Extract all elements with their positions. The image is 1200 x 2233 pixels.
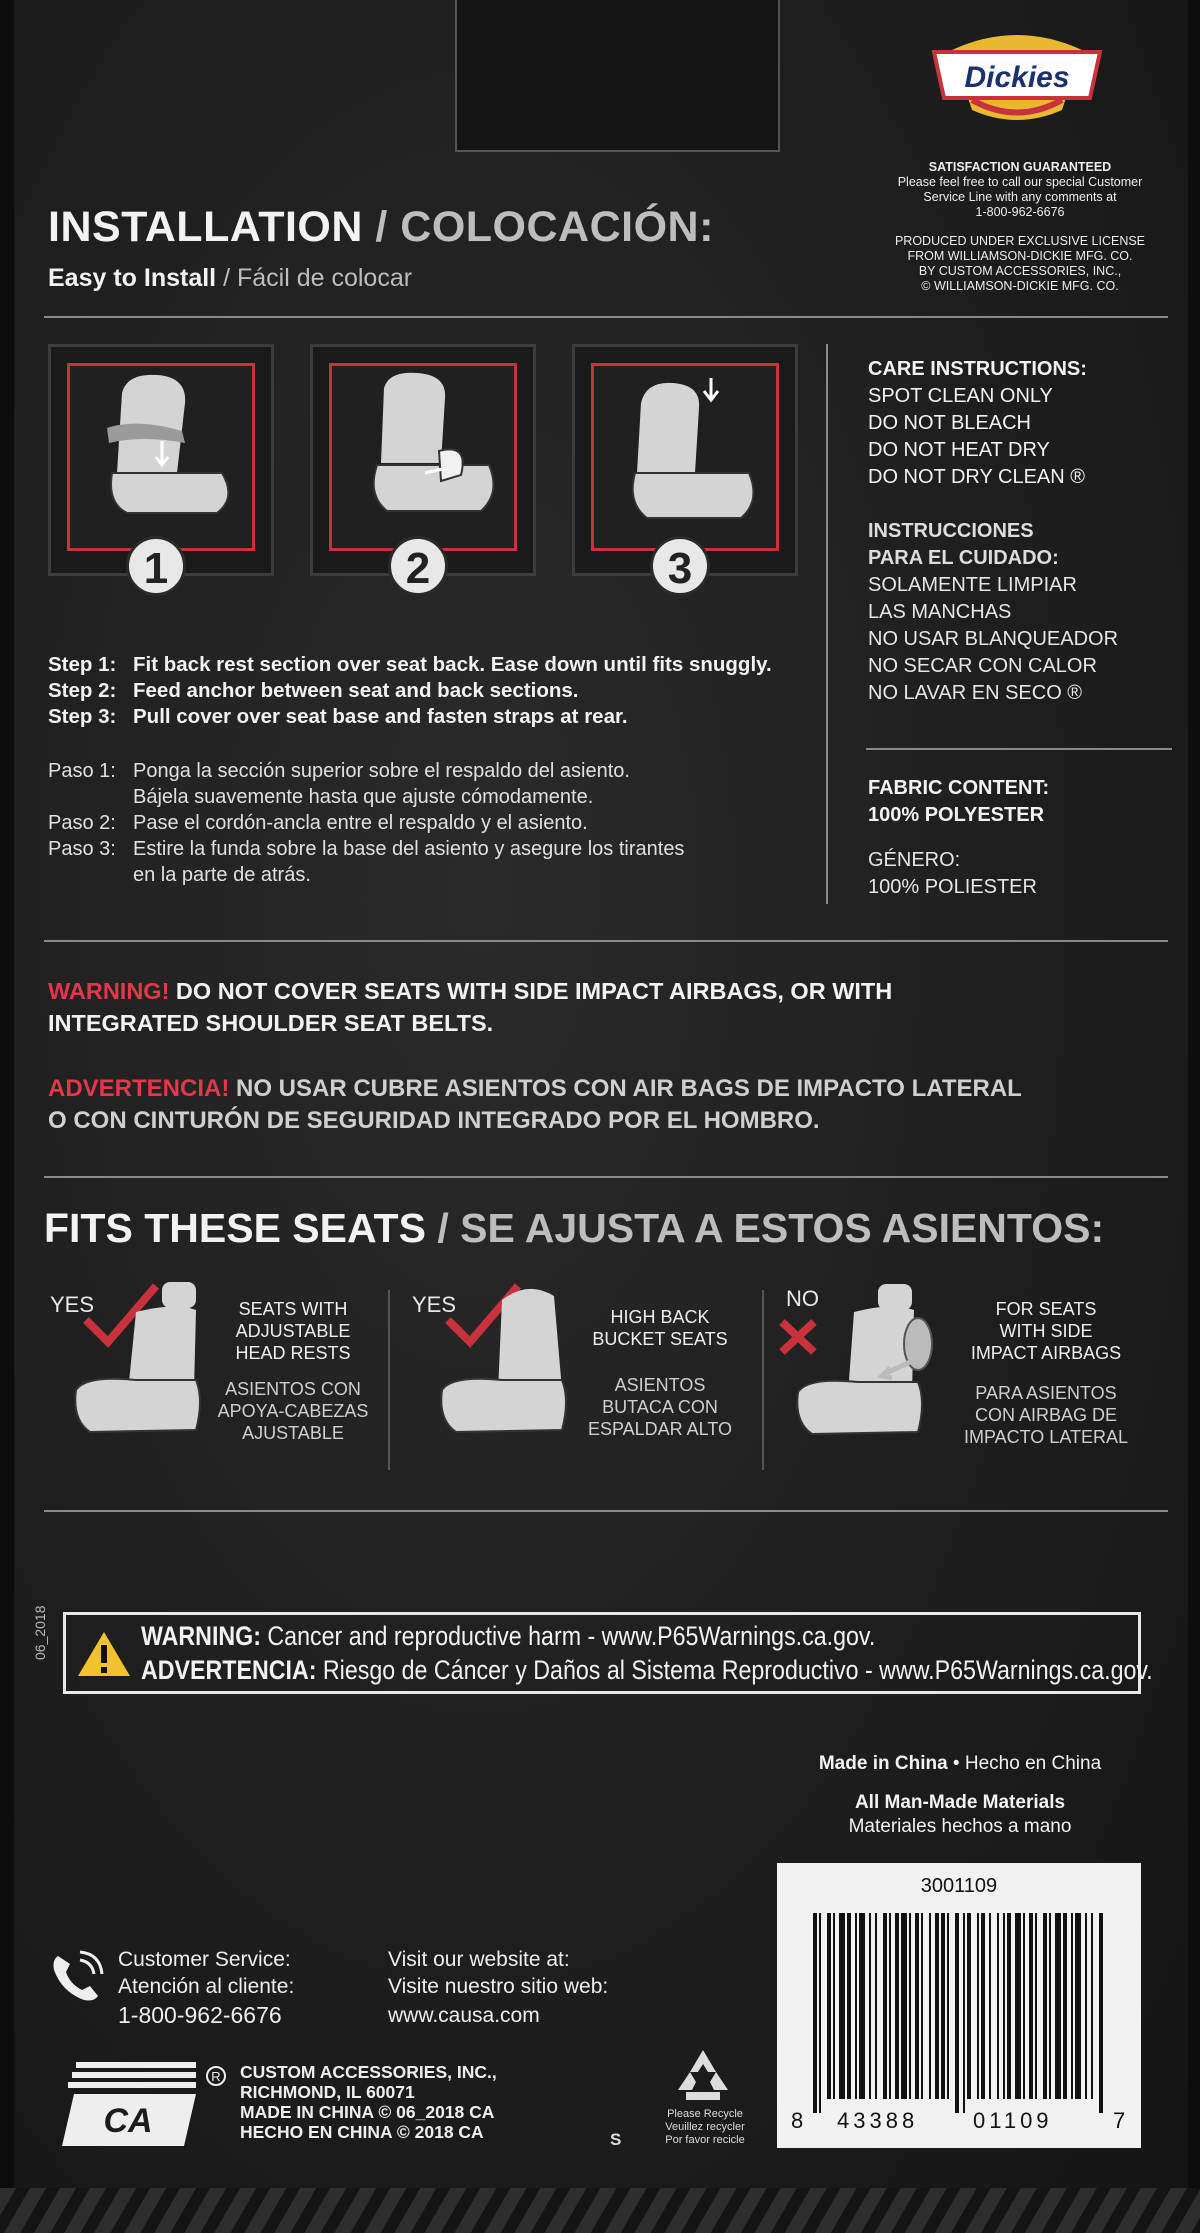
step-number-2: 2 xyxy=(388,536,448,596)
dickies-logo xyxy=(912,30,1122,126)
seat-2-label: HIGH BACK BUCKET SEATS xyxy=(592,1307,728,1349)
barcode-bar xyxy=(947,1913,949,2099)
seat-2-mark: YES xyxy=(412,1292,457,1317)
date-code: 06_2018 xyxy=(32,1605,48,1660)
barcode-bar xyxy=(813,1913,817,2113)
installation-subtitle: Easy to Install / Fácil de colocar xyxy=(48,264,413,292)
barcode-bar xyxy=(839,1913,845,2099)
svg-text:CA: CA xyxy=(103,2102,153,2140)
steps-english: Step 1: Fit back rest section over seat back. Ease down until fits snuggly. Step 2: Feed anchor between seat and back sections. Step 3: Pull cover over seat base and fasten straps at rear. xyxy=(48,653,772,728)
barcode-bar xyxy=(833,1913,835,2099)
seat-cover-step3-icon xyxy=(591,363,779,551)
seat-2-label-es: ASIENTOS BUTACA CON ESPALDAR ALTO xyxy=(587,1375,733,1439)
care-divider xyxy=(866,748,1172,750)
high-back-bucket-seat-icon xyxy=(428,1280,578,1452)
care-instructions: CARE INSTRUCTIONS: SPOT CLEAN ONLY DO NOT BLEACH DO NOT HEAT DRY DO NOT DRY CLEAN ® INSTRUCCIONES PARA EL CUIDADO: SOLAMENTE LIMPIAR LAS MANCHAS NO USAR BLANQUEADOR NO SECAR CON CALOR NO LAVAR EN SECO ® xyxy=(868,358,1119,704)
barcode-bar xyxy=(1003,1913,1005,2099)
divider xyxy=(44,1510,1168,1512)
barcode-bar xyxy=(977,1913,979,2099)
left-edge xyxy=(0,0,14,2233)
divider xyxy=(44,940,1168,942)
website-info: Visit our website at: Visite nuestro sitio web: www.causa.com xyxy=(388,1948,609,2027)
barcode-bar xyxy=(875,1913,877,2099)
barcode-bar xyxy=(1035,1913,1037,2099)
airbag-warning-spanish: ADVERTENCIA! NO USAR CUBRE ASIENTOS CON AIR BAGS DE IMPACTO LATERAL O CON CINTURÓN DE SEGURIDAD INTEGRADO POR EL HOMBRO. xyxy=(48,1075,1022,1134)
barcode-bar xyxy=(1075,1913,1081,2099)
adjustable-headrest-seat-icon xyxy=(66,1280,206,1452)
barcode-bar xyxy=(1049,1913,1051,2099)
barcode-bar xyxy=(915,1913,919,2099)
barcode-bar xyxy=(847,1913,851,2099)
steps-spanish: Paso 1: Ponga la sección superior sobre el respaldo del asiento. Bájela suavemente hasta que ajuste cómodamente. Paso 2: Pase el cordón-ancla entre el respaldo y el asiento. Paso 3: Estire la funda sobre la base del asiento y asegure los tirantes en la parte de atrás. xyxy=(48,760,685,886)
installation-title: INSTALLATION / COLOCACIÓN: xyxy=(48,203,714,251)
vertical-divider xyxy=(826,344,828,904)
svg-text:Dickies: Dickies xyxy=(964,61,1070,94)
barcode-bar xyxy=(941,1913,945,2099)
barcode-bar xyxy=(1043,1913,1047,2099)
side-airbag-seat-icon xyxy=(778,1282,958,1452)
fabric-content: FABRIC CONTENT: 100% POLYESTER GÉNERO: 100% POLIESTER xyxy=(868,777,1050,898)
barcode-bar xyxy=(1015,1913,1021,2099)
satisfaction-block: SATISFACTION GUARANTEED Please feel free to call our special Customer Service Line with any comments at 1-800-962-6676 PRODUCED UNDER EXCLUSIVE LICENSE FROM WILLIAMSON-DICKIE MFG. CO. BY CUSTOM ACCESSORIES, INC., © WILLIAMSON-DICKIE MFG. CO. xyxy=(894,160,1146,293)
phone-icon xyxy=(50,1950,108,2004)
right-edge xyxy=(1188,0,1200,2233)
seat-1-mark: YES xyxy=(50,1292,95,1317)
step-number-3: 3 xyxy=(650,536,710,596)
divider xyxy=(44,316,1168,318)
barcode-bar xyxy=(929,1913,931,2099)
barcode-bar xyxy=(1071,1913,1073,2099)
seat-3-mark: NO xyxy=(786,1286,819,1311)
recycle-text: Please Recycle Veuillez recycler Por favor recicle xyxy=(665,2108,745,2146)
barcode-bar xyxy=(895,1913,899,2099)
barcode-bar xyxy=(889,1913,891,2099)
seat-cover-step1-icon xyxy=(67,363,255,551)
seat-divider xyxy=(388,1290,390,1470)
barcode-bar xyxy=(935,1913,939,2099)
recycle-icon xyxy=(672,2046,734,2104)
barcode-bar xyxy=(1055,1913,1061,2099)
barcode-bar xyxy=(883,1913,887,2099)
seat-3-label-es: PARA ASIENTOS CON AIRBAG DE IMPACTO LATERAL xyxy=(963,1383,1129,1447)
seat-1-label-es: ASIENTOS CON APOYA-CABEZAS AJUSTABLE xyxy=(217,1379,369,1443)
barcode-bar xyxy=(1007,1913,1011,2099)
warning-triangle-icon xyxy=(76,1629,132,1679)
barcode-label: 3001109 8 43388 01109 7 xyxy=(777,1863,1141,2148)
barcode-bar xyxy=(827,1913,831,2099)
step-number-1: 1 xyxy=(126,536,186,596)
barcode-bar xyxy=(1029,1913,1033,2099)
barcode-bar xyxy=(955,1913,959,2113)
barcode-bar xyxy=(963,1913,965,2113)
svg-text:R: R xyxy=(211,2069,221,2084)
seat-cover-step2-icon xyxy=(329,363,517,551)
divider xyxy=(44,1176,1168,1178)
barcode-bar xyxy=(1023,1913,1025,2099)
barcode-bar xyxy=(909,1913,911,2099)
bottom-stripes xyxy=(0,2188,1200,2233)
seat-1-label: SEATS WITH ADJUSTABLE HEAD RESTS xyxy=(235,1299,351,1363)
size-code: S xyxy=(610,2130,622,2149)
barcode-bar xyxy=(981,1913,985,2099)
barcode-bars xyxy=(813,1913,1105,2113)
airbag-warning-english: WARNING! DO NOT COVER SEATS WITH SIDE IMPACT AIRBAGS, OR WITH INTEGRATED SHOULDER SEAT BELTS. xyxy=(48,978,893,1036)
prop65-warning: WARNING: Cancer and reproductive harm - www.P65Warnings.ca.gov. ADVERTENCIA: Riesgo de Cáncer y Daños al Sistema Reproductivo - www.P65Warnings.ca.gov. xyxy=(63,1612,1141,1694)
barcode-bar xyxy=(921,1913,923,2099)
fits-title: FITS THESE SEATS / SE AJUSTA A ESTOS ASIENTOS: xyxy=(44,1205,1105,1251)
barcode-bar xyxy=(997,1913,999,2099)
company-address: CUSTOM ACCESSORIES, INC., RICHMOND, IL 60071 MADE IN CHINA © 06_2018 CA HECHO EN CHINA © 2018 CA xyxy=(240,2062,497,2142)
barcode-bar xyxy=(859,1913,865,2099)
barcode-bar xyxy=(967,1913,971,2099)
customer-service: Customer Service: Atención al cliente: 1-800-962-6676 xyxy=(118,1948,295,2028)
barcode-bar xyxy=(1099,1913,1103,2113)
barcode-bar xyxy=(989,1913,991,2099)
hang-tab xyxy=(455,0,780,152)
seat-3-label: FOR SEATS WITH SIDE IMPACT AIRBAGS xyxy=(970,1299,1122,1363)
origin-info: Made in China • Hecho en China All Man-Made Materials Materiales hechos a mano xyxy=(818,1753,1102,1837)
barcode-bar xyxy=(1063,1913,1067,2099)
barcode-bar xyxy=(1091,1913,1093,2099)
barcode-bar xyxy=(901,1913,907,2099)
barcode-bar xyxy=(1085,1913,1087,2099)
sku-number: 3001109 xyxy=(920,1875,998,1897)
barcode-bar xyxy=(819,1913,821,2113)
barcode-bar xyxy=(855,1913,857,2099)
barcode-bar xyxy=(869,1913,871,2099)
ca-logo xyxy=(56,2058,234,2150)
seat-divider xyxy=(762,1290,764,1470)
